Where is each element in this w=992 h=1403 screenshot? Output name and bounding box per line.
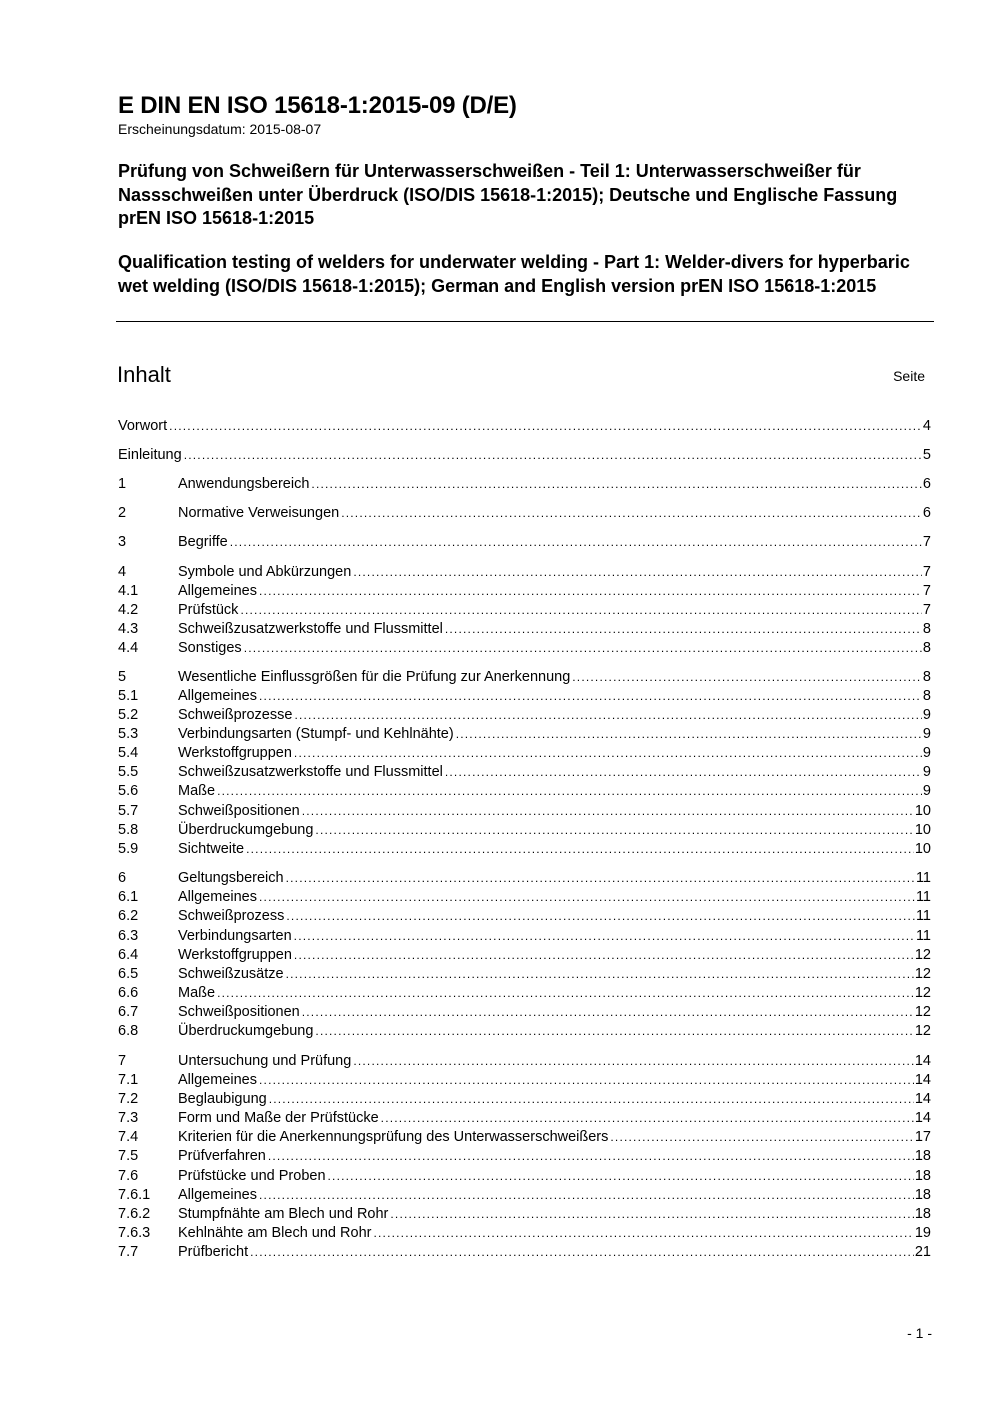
- toc-entry[interactable]: [118, 1003, 931, 1022]
- toc-entry[interactable]: [118, 563, 931, 582]
- toc-entry-page: 14: [914, 1072, 931, 1088]
- toc-entry-number: 7.6.2: [118, 1206, 151, 1222]
- toc-entry[interactable]: [118, 1167, 931, 1186]
- toc-entry-page: 9: [922, 783, 931, 799]
- toc-dot-leader: [259, 1186, 914, 1205]
- toc-dot-leader: [240, 601, 921, 620]
- toc-dot-leader: [250, 1243, 914, 1262]
- toc-entry-page: 6: [922, 505, 931, 521]
- toc-dot-leader: [246, 840, 914, 859]
- toc-entry-page: 7: [922, 534, 931, 550]
- toc-entry-page: 18: [914, 1148, 931, 1164]
- toc-entry-page: 12: [914, 1023, 931, 1039]
- toc-entry-number: 6.3: [118, 928, 139, 944]
- toc-entry-number: 6.1: [118, 889, 139, 905]
- toc-entry-label: Verbindungsarten: [178, 928, 292, 944]
- toc-entry-page: 9: [922, 764, 931, 780]
- toc-dot-leader: [294, 744, 922, 763]
- toc-dot-leader: [610, 1128, 913, 1147]
- toc-entry-number: 5.8: [118, 822, 139, 838]
- toc-entry-label: Prüfstück: [178, 602, 239, 618]
- toc-entry[interactable]: [118, 782, 931, 801]
- title-divider: [116, 321, 934, 322]
- toc-entry[interactable]: [118, 1022, 931, 1041]
- toc-dot-leader: [286, 965, 914, 984]
- toc-entry-page: 18: [914, 1168, 931, 1184]
- toc-entry-page: 21: [914, 1244, 931, 1260]
- toc-entry-number: 7.7: [118, 1244, 139, 1260]
- toc-entry-page: 11: [915, 870, 931, 886]
- title-german: Prüfung von Schweißern für Unterwasserschweißen - Teil 1: Unterwasserschweißer für Nassschweißen unter Überdruck (ISO/DIS 15618-1:2015); Deutsche und Englische Fassung prEN ISO 15618-1:2015: [118, 161, 898, 228]
- toc-entry[interactable]: [118, 1052, 931, 1071]
- toc-entry-label: Begriffe: [178, 534, 228, 550]
- toc-entry[interactable]: [118, 1090, 931, 1109]
- toc-entry-page: 18: [914, 1206, 931, 1222]
- toc-entry-page: 11: [915, 908, 931, 924]
- toc-entry[interactable]: [118, 1071, 931, 1090]
- toc-entry-label: Werkstoffgruppen: [178, 745, 292, 761]
- toc-entry-label: Untersuchung und Prüfung: [178, 1053, 352, 1069]
- toc-entry-label: Allgemeines: [178, 1072, 257, 1088]
- toc-entry-number: 5.1: [118, 688, 139, 704]
- toc-entry-label: Normative Verweisungen: [178, 505, 340, 521]
- toc-entry-number: 6.5: [118, 966, 139, 982]
- toc-entry-page: 10: [914, 803, 931, 819]
- toc-entry-label: Schweißzusatzwerkstoffe und Flussmittel: [178, 621, 443, 637]
- toc-entry-page: 8: [922, 669, 931, 685]
- toc-entry-page: 19: [914, 1225, 931, 1241]
- toc-entry-label: Allgemeines: [178, 583, 257, 599]
- toc-entry-number: 7.6.3: [118, 1225, 151, 1241]
- toc-entry-number: 5.2: [118, 707, 139, 723]
- toc-dot-leader: [259, 582, 922, 601]
- toc-entry-label: Prüfstücke und Proben: [178, 1168, 326, 1184]
- toc-dot-leader: [294, 927, 915, 946]
- toc-entry-page: 12: [914, 985, 931, 1001]
- toc-entry[interactable]: [118, 504, 931, 523]
- toc-entry-number: 7.2: [118, 1091, 139, 1107]
- toc-entry-page: 11: [915, 889, 931, 905]
- toc-dot-leader: [456, 725, 922, 744]
- toc-entry[interactable]: [118, 417, 931, 436]
- toc-entry-label: Allgemeines: [178, 889, 257, 905]
- toc-entry[interactable]: [118, 639, 931, 658]
- toc-entry-number: 6.4: [118, 947, 139, 963]
- toc-entry[interactable]: [118, 927, 931, 946]
- toc-entry-label: Stumpfnähte am Blech und Rohr: [178, 1206, 389, 1222]
- toc-dot-leader: [286, 869, 915, 888]
- toc-dot-leader: [294, 946, 914, 965]
- toc-dot-leader: [169, 417, 922, 436]
- toc-dot-leader: [244, 639, 922, 658]
- toc-entry[interactable]: [118, 1109, 931, 1128]
- toc-entry-number: 2: [118, 505, 127, 521]
- toc-entry-label: Überdruckumgebung: [178, 822, 314, 838]
- toc-entry-number: 7: [118, 1053, 127, 1069]
- toc-entry-page: 12: [914, 947, 931, 963]
- toc-entry[interactable]: [118, 821, 931, 840]
- toc-entry-page: 8: [922, 640, 931, 656]
- toc-entry-label: Form und Maße der Prüfstücke: [178, 1110, 379, 1126]
- toc-dot-leader: [259, 888, 915, 907]
- toc-entry-label: Maße: [178, 783, 216, 799]
- toc-entry[interactable]: [118, 840, 931, 859]
- toc-dot-leader: [390, 1205, 913, 1224]
- toc-entry-page: 7: [922, 583, 931, 599]
- toc-entry-label: Werkstoffgruppen: [178, 947, 292, 963]
- toc-dot-leader: [286, 907, 915, 926]
- toc-entry[interactable]: [118, 869, 931, 888]
- toc-entry-number: 1: [118, 476, 127, 492]
- toc-entry-label: Verbindungsarten (Stumpf- und Kehlnähte): [178, 726, 454, 742]
- toc-dot-leader: [315, 1022, 913, 1041]
- toc-dot-leader: [341, 504, 922, 523]
- toc-entry[interactable]: [118, 946, 931, 965]
- toc-entry[interactable]: [118, 802, 931, 821]
- toc-dot-leader: [302, 802, 914, 821]
- toc-entry-label: Kriterien für die Anerkennungsprüfung des Unterwasserschweißers: [178, 1129, 609, 1145]
- toc-dot-leader: [269, 1090, 914, 1109]
- toc-entry-number: 5: [118, 669, 127, 685]
- toc-entry[interactable]: [118, 888, 931, 907]
- toc-entry[interactable]: [118, 620, 931, 639]
- toc-entry[interactable]: [118, 533, 931, 552]
- toc-dot-leader: [572, 668, 922, 687]
- toc-entry-page: 7: [922, 564, 931, 580]
- toc-entry-number: 5.9: [118, 841, 139, 857]
- toc-entry[interactable]: [118, 984, 931, 1003]
- toc-entry[interactable]: [118, 907, 931, 926]
- toc-dot-leader: [259, 687, 922, 706]
- toc-entry[interactable]: [118, 687, 931, 706]
- toc-entry-page: 14: [914, 1110, 931, 1126]
- page-number: - 1 -: [907, 1325, 932, 1341]
- toc-entry-page: 7: [922, 602, 931, 618]
- toc-dot-leader: [230, 533, 922, 552]
- toc-entry-number: 5.7: [118, 803, 139, 819]
- toc-entry-label: Prüfbericht: [178, 1244, 249, 1260]
- toc-page-column-label: Seite: [893, 368, 925, 384]
- toc-entry[interactable]: [118, 1224, 931, 1243]
- toc-entry-label: Sonstiges: [178, 640, 242, 656]
- toc-entry-number: 6.2: [118, 908, 139, 924]
- toc-entry[interactable]: [118, 965, 931, 984]
- toc-entry[interactable]: [118, 744, 931, 763]
- toc-entry-page: 10: [914, 822, 931, 838]
- toc-entry[interactable]: [118, 446, 931, 465]
- toc-entry-label: Allgemeines: [178, 1187, 257, 1203]
- toc-entry[interactable]: [118, 706, 931, 725]
- toc-entry-page: 4: [922, 418, 931, 434]
- toc-dot-leader: [217, 984, 914, 1003]
- toc-entry-label: Einleitung: [118, 447, 182, 463]
- toc-entry[interactable]: [118, 601, 931, 620]
- toc-dot-leader: [373, 1224, 913, 1243]
- toc-dot-leader: [217, 782, 922, 801]
- toc-entry-number: 6.8: [118, 1023, 139, 1039]
- publication-date: Erscheinungsdatum: 2015-08-07: [118, 121, 322, 137]
- toc-entry-label: Beglaubigung: [178, 1091, 267, 1107]
- toc-entry[interactable]: [118, 1205, 931, 1224]
- toc-entry-label: Anwendungsbereich: [178, 476, 310, 492]
- toc-dot-leader: [311, 475, 922, 494]
- toc-entry-number: 4.1: [118, 583, 139, 599]
- toc-entry[interactable]: [118, 668, 931, 687]
- toc-entry[interactable]: [118, 1186, 931, 1205]
- toc-entry-page: 18: [914, 1187, 931, 1203]
- toc-entry-label: Geltungsbereich: [178, 870, 284, 886]
- toc-entry-number: 4.4: [118, 640, 139, 656]
- toc-dot-leader: [268, 1147, 914, 1166]
- toc-entry-label: Schweißprozesse: [178, 707, 293, 723]
- toc-dot-leader: [353, 563, 922, 582]
- toc-entry-label: Maße: [178, 985, 216, 1001]
- toc-entry-page: 5: [922, 447, 931, 463]
- toc-entry-page: 14: [914, 1091, 931, 1107]
- toc-entry-number: 4.3: [118, 621, 139, 637]
- toc-entry-label: Schweißprozess: [178, 908, 285, 924]
- toc-entry-number: 6: [118, 870, 127, 886]
- toc-dot-leader: [381, 1109, 914, 1128]
- toc-entry[interactable]: [118, 725, 931, 744]
- toc-entry[interactable]: [118, 1243, 931, 1262]
- toc-entry[interactable]: [118, 582, 931, 601]
- toc-dot-leader: [184, 446, 922, 465]
- toc-entry[interactable]: [118, 475, 931, 494]
- toc-entry-page: 17: [914, 1129, 931, 1145]
- toc-entry-label: Schweißpositionen: [178, 1004, 300, 1020]
- toc-dot-leader: [445, 620, 922, 639]
- toc-entry-number: 7.3: [118, 1110, 139, 1126]
- toc-entry-label: Schweißpositionen: [178, 803, 300, 819]
- toc-entry-number: 7.5: [118, 1148, 139, 1164]
- toc-entry-page: 9: [922, 707, 931, 723]
- toc-entry-label: Symbole und Abkürzungen: [178, 564, 352, 580]
- toc-entry-page: 14: [914, 1053, 931, 1069]
- toc-entry-number: 6.6: [118, 985, 139, 1001]
- toc-entry-number: 5.3: [118, 726, 139, 742]
- toc-entry-label: Sichtweite: [178, 841, 245, 857]
- toc-dot-leader: [353, 1052, 914, 1071]
- toc-entry[interactable]: [118, 1128, 931, 1147]
- toc-entry-label: Allgemeines: [178, 688, 257, 704]
- title-english: Qualification testing of welders for underwater welding - Part 1: Welder-divers for hyperbaric wet welding (ISO/DIS 15618-1:2015); German and English version prEN ISO 15618-1:2015: [118, 252, 910, 296]
- toc-entry-page: 6: [922, 476, 931, 492]
- toc-entry-label: Überdruckumgebung: [178, 1023, 314, 1039]
- toc-entry-page: 9: [922, 726, 931, 742]
- toc-entry-page: 12: [914, 966, 931, 982]
- toc-dot-leader: [328, 1167, 914, 1186]
- toc-entry-number: 7.1: [118, 1072, 139, 1088]
- toc-entry-number: 3: [118, 534, 127, 550]
- toc-entry-number: 4: [118, 564, 127, 580]
- toc-entry-page: 8: [922, 621, 931, 637]
- toc-dot-leader: [445, 763, 922, 782]
- toc-entry-page: 11: [915, 928, 931, 944]
- toc-entry-page: 9: [922, 745, 931, 761]
- toc-entry-label: Kehlnähte am Blech und Rohr: [178, 1225, 372, 1241]
- toc-dot-leader: [294, 706, 921, 725]
- toc-entry-label: Wesentliche Einflussgrößen für die Prüfung zur Anerkennung: [178, 669, 571, 685]
- toc-entry-page: 12: [914, 1004, 931, 1020]
- toc-entry-page: 8: [922, 688, 931, 704]
- toc-entry-number: 4.2: [118, 602, 139, 618]
- toc-entry-label: Schweißzusatzwerkstoffe und Flussmittel: [178, 764, 443, 780]
- toc-dot-leader: [302, 1003, 914, 1022]
- toc-entry-number: 7.6.1: [118, 1187, 151, 1203]
- toc-entry-number: 5.5: [118, 764, 139, 780]
- toc-entry-number: 7.6: [118, 1168, 139, 1184]
- toc-dot-leader: [259, 1071, 914, 1090]
- toc-entry-label: Vorwort: [118, 418, 168, 434]
- toc-entry-number: 6.7: [118, 1004, 139, 1020]
- toc-entry-number: 5.6: [118, 783, 139, 799]
- toc-entry-number: 7.4: [118, 1129, 139, 1145]
- document-id: E DIN EN ISO 15618-1:2015-09 (D/E): [118, 92, 517, 119]
- toc-entry-page: 10: [914, 841, 931, 857]
- toc-entry-number: 5.4: [118, 745, 139, 761]
- toc-dot-leader: [315, 821, 913, 840]
- toc-entry[interactable]: [118, 1147, 931, 1166]
- toc-entry-label: Schweißzusätze: [178, 966, 284, 982]
- toc-heading: Inhalt: [117, 362, 171, 387]
- toc-entry-label: Prüfverfahren: [178, 1148, 266, 1164]
- toc-entry[interactable]: [118, 763, 931, 782]
